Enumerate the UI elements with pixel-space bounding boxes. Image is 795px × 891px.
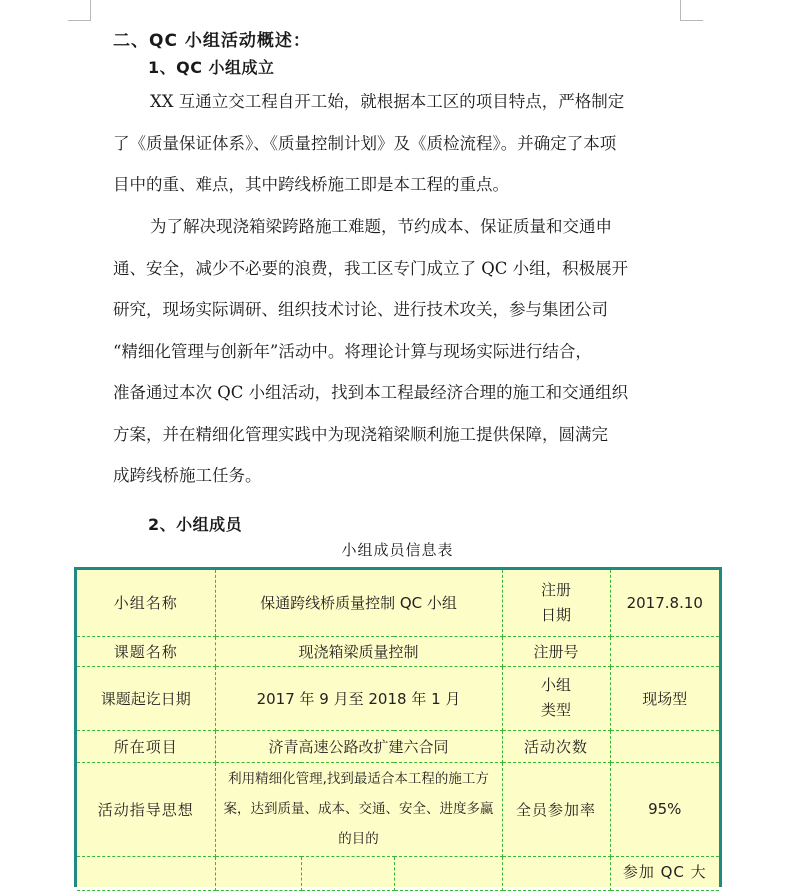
table-cell bbox=[215, 856, 301, 890]
cell-activity-count-label: 活动次数 bbox=[502, 730, 610, 762]
table-row bbox=[77, 636, 719, 666]
section-heading: 二、QC 小组活动概述： bbox=[113, 31, 311, 51]
paragraph-1 bbox=[113, 81, 683, 206]
paragraph-line: 了《质量保证体系》、《质量控制计划》及《质检流程》。并确定了本项 bbox=[113, 133, 617, 153]
cell-group-type-value: 现场型 bbox=[610, 666, 719, 730]
label-part: 日期 bbox=[540, 605, 571, 624]
table-caption: 小组成员信息表 bbox=[341, 541, 454, 559]
paragraph-line: XX 互通立交工程自开工始，就根据本工区的项目特点，严格制定 bbox=[150, 92, 625, 111]
table-row bbox=[77, 570, 719, 636]
cell-register-no-value bbox=[610, 636, 719, 666]
cell-period-value: 2017 年 9 月至 2018 年 1 月 bbox=[215, 666, 502, 730]
table-cell bbox=[77, 856, 215, 890]
crop-mark-left bbox=[68, 0, 91, 21]
text-line: 利用精细化管理,找到最适合本工程的施工方 bbox=[228, 771, 489, 787]
paragraph-line: 成跨线桥施工任务。 bbox=[113, 466, 262, 485]
subsection-title-members: 2、小组成员 bbox=[148, 515, 243, 534]
cell-register-no-label: 注册号 bbox=[502, 636, 610, 666]
cell-activity-count-value bbox=[610, 730, 719, 762]
paragraph-line: 为了解决现浇箱梁跨路施工难题，节约成本、保证质量和交通申 bbox=[150, 217, 612, 236]
text-line: 的目的 bbox=[338, 831, 379, 847]
paragraph-line: 准备通过本次 QC 小组活动，找到本工程最经济合理的施工和交通组织 bbox=[113, 383, 629, 402]
cell-topic-label: 课题名称 bbox=[77, 636, 215, 666]
table-cell bbox=[301, 856, 394, 890]
label-part: 注册 bbox=[540, 580, 571, 599]
table-row bbox=[77, 762, 719, 856]
member-info-table bbox=[74, 567, 722, 887]
cell-group-name-value: 保通跨线桥质量控制 QC 小组 bbox=[215, 570, 502, 636]
cell-register-date-label bbox=[502, 570, 610, 636]
cell-participation-value: 95% bbox=[610, 762, 719, 856]
paragraph-line: 目中的重、难点，其中跨线桥施工即是本工程的重点。 bbox=[113, 175, 509, 194]
table-row bbox=[77, 856, 719, 890]
table-row bbox=[77, 666, 719, 730]
paragraph-line: “精细化管理与创新年”活动中。将理论计算与现场实际进行结合， bbox=[113, 341, 592, 361]
cell-group-type-label bbox=[502, 666, 610, 730]
cell-participation-label: 全员参加率 bbox=[502, 762, 610, 856]
paragraph-line: 方案，并在精细化管理实践中为现浇箱梁顺利施工提供保障，圆满完 bbox=[113, 424, 608, 444]
crop-mark-right bbox=[680, 0, 703, 21]
table-row bbox=[77, 730, 719, 762]
label-part: 类型 bbox=[540, 701, 571, 719]
cell-register-date-value: 2017.8.10 bbox=[610, 570, 719, 636]
paragraph-2 bbox=[113, 206, 683, 497]
cell-guiding-idea-label: 活动指导思想 bbox=[77, 762, 215, 856]
subsection-title-establishment: 1、QC 小组成立 bbox=[148, 58, 275, 77]
cell-group-name-label: 小组名称 bbox=[77, 570, 215, 636]
cell-qc-meeting-label: 参加 QC 大 bbox=[610, 856, 719, 890]
cell-topic-value: 现浇箱梁质量控制 bbox=[215, 636, 502, 666]
cell-period-label: 课题起讫日期 bbox=[77, 666, 215, 730]
table-cell bbox=[394, 856, 502, 890]
cell-project-label: 所在项目 bbox=[77, 730, 215, 762]
label-part: 小组 bbox=[540, 676, 571, 694]
paragraph-line: 通、安全，减少不必要的浪费，我工区专门成立了 QC 小组，积极展开 bbox=[113, 258, 629, 278]
text-line: 案，达到质量、成本、交通、安全、进度多赢 bbox=[223, 801, 494, 817]
cell-project-value: 济青高速公路改扩建六合同 bbox=[215, 730, 502, 762]
paragraph-line: 研究，现场实际调研、组织技术讨论、进行技术攻关，参与集团公司 bbox=[113, 300, 608, 319]
cell-guiding-idea-value bbox=[215, 762, 502, 856]
table-cell bbox=[502, 856, 610, 890]
